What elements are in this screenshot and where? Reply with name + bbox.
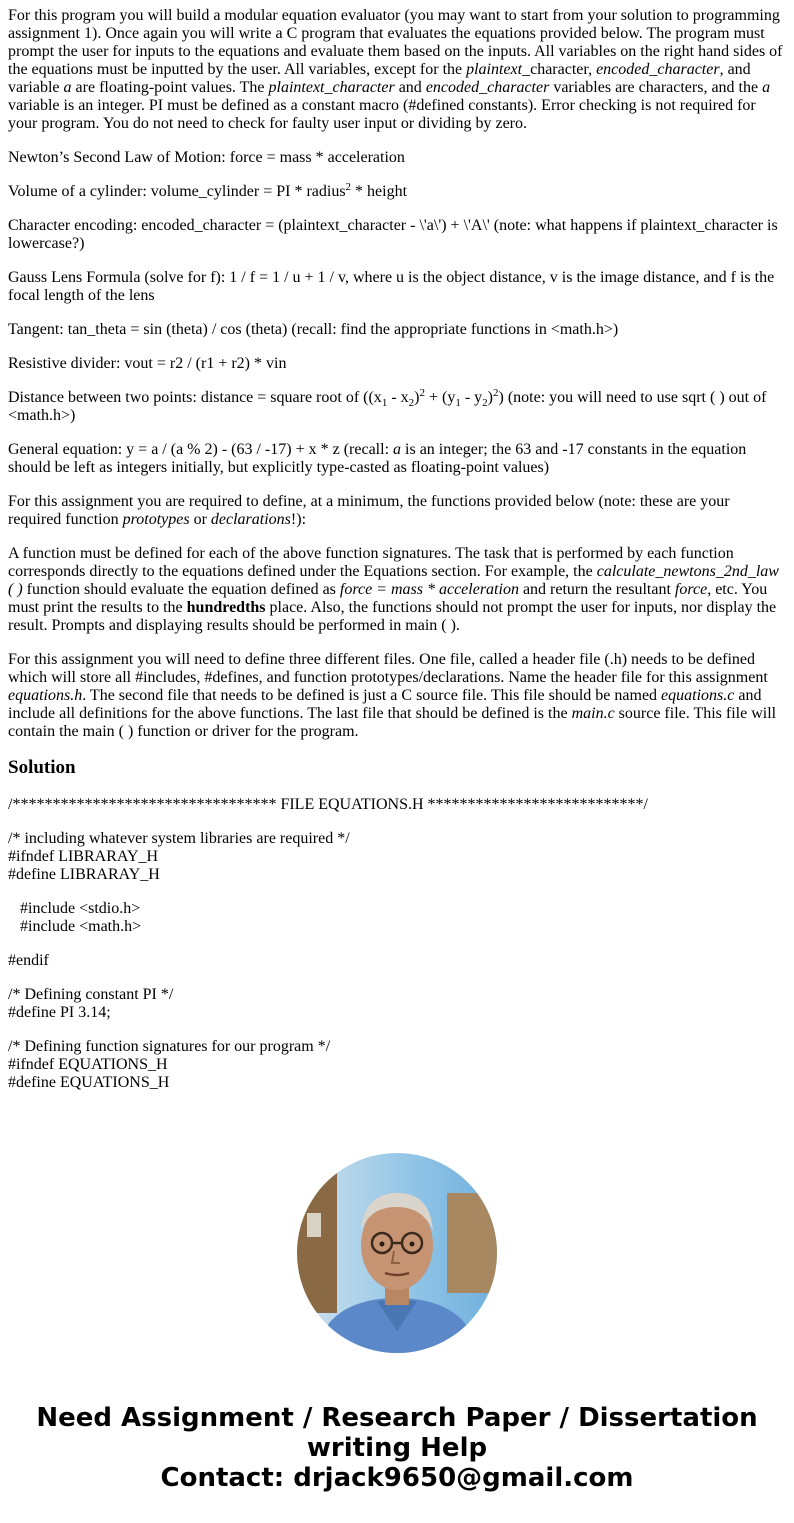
intro-paragraph bbox=[8, 7, 786, 133]
article bbox=[8, 7, 786, 1108]
banner-line: writing Help bbox=[306, 1433, 488, 1463]
eq-text: - y bbox=[460, 389, 483, 406]
assign-em: prototypes bbox=[122, 511, 190, 528]
intro-text: are floating-point values. The bbox=[71, 79, 269, 96]
function-paragraph bbox=[8, 545, 786, 635]
eq-sup: 2 bbox=[492, 387, 499, 399]
code-line: /* Defining constant PI */ bbox=[8, 986, 174, 1003]
intro-em: plaintext bbox=[466, 61, 523, 78]
equation-char-encoding: Character encoding: encoded_character = (plaintext_character - \'a\') + \'A\' (note: what happens if plaintext_character is lowercase?) bbox=[8, 217, 778, 252]
code-line: #define EQUATIONS_H bbox=[8, 1074, 170, 1091]
code-file-header: /********************************* FILE EQUATIONS.H ***************************/ bbox=[8, 796, 648, 813]
assignment-paragraph bbox=[8, 493, 786, 529]
tutor-photo bbox=[297, 1153, 497, 1353]
eq-sub: 2 bbox=[408, 397, 415, 409]
eq-sub: 1 bbox=[455, 397, 461, 409]
solution-heading: Solution bbox=[8, 757, 76, 778]
code-line: /* Defining function signatures for our program */ bbox=[8, 1038, 331, 1055]
equation-gauss: Gauss Lens Formula (solve for f): 1 / f = 1 / u + 1 / v, where u is the object distance, v is the image distance, and f is the focal length of the lens bbox=[8, 269, 775, 304]
banner-line: Need Assignment / Research Paper / Dissertation bbox=[36, 1403, 758, 1433]
code-line: #include <stdio.h> bbox=[20, 900, 141, 917]
intro-text: variable is an integer. PI must be defined as a constant macro (#defined constants). Error checking is not required for your program. You do not need to check for faulty user input or dividing by zero. bbox=[8, 97, 756, 132]
code-line: #include <math.h> bbox=[20, 918, 142, 935]
eq-text: ) bbox=[414, 389, 420, 406]
files-em: equations.h bbox=[8, 687, 83, 704]
code-block-stdlib bbox=[8, 900, 786, 936]
intro-text: and bbox=[394, 79, 426, 96]
func-em: calculate_newtons_2nd_law ( ) bbox=[8, 563, 779, 598]
intro-em: plaintext_character bbox=[268, 79, 395, 96]
help-banner bbox=[0, 1403, 794, 1493]
eq-sup: 2 bbox=[419, 387, 425, 399]
intro-em: a bbox=[63, 79, 72, 96]
eq-text: - x bbox=[387, 389, 409, 406]
equation-newton: Newton’s Second Law of Motion: force = mass * acceleration bbox=[8, 149, 405, 166]
intro-em: a bbox=[762, 79, 771, 96]
code-line: #define LIBRARAY_H bbox=[8, 866, 160, 883]
equation-resistive: Resistive divider: vout = r2 / (r1 + r2) * vin bbox=[8, 355, 287, 372]
func-em: force = mass * acceleration bbox=[339, 581, 519, 598]
files-text: For this assignment you will need to define three different files. One file, called a header file (.h) needs to be defined which will store all #includes, #defines, and function prototypes/declarations. Name the header file for this assignment bbox=[8, 651, 768, 686]
assign-text: For this assignment you are required to define, at a minimum, the functions provided below (note: these are your required function bbox=[8, 493, 730, 528]
code-block-includes bbox=[8, 830, 786, 884]
intro-text: , and variable bbox=[8, 61, 751, 96]
equation-tangent: Tangent: tan_theta = sin (theta) / cos (theta) (recall: find the appropriate functions in <math.h>) bbox=[8, 321, 619, 338]
func-text: place. Also, the functions should not prompt the user for inputs, nor display the result. Prompts and displaying results should be performed in main ( ). bbox=[8, 599, 777, 634]
eq-text: ) (note: you will need to use sqrt ( ) out of <math.h>) bbox=[8, 389, 767, 424]
eq-em: a bbox=[393, 441, 402, 458]
banner-contact: Contact: drjack9650@gmail.com bbox=[160, 1463, 634, 1493]
func-text: and return the resultant bbox=[518, 581, 675, 598]
eq-text: Distance between two points: distance = square root of ((x bbox=[8, 389, 382, 406]
code-line: #ifndef LIBRARAY_H bbox=[8, 848, 159, 865]
eq-text: * height bbox=[351, 183, 408, 200]
func-text: , etc. You must print the results to the bbox=[8, 581, 768, 616]
eq-sub: 2 bbox=[482, 397, 488, 409]
code-line: /* including whatever system libraries are required */ bbox=[8, 830, 350, 847]
equation-general bbox=[8, 441, 786, 477]
files-text: . The second file that needs to be defined is just a C source file. This file should be named bbox=[82, 687, 662, 704]
eq-text: ) bbox=[487, 389, 493, 406]
code-block-pi bbox=[8, 986, 786, 1022]
func-text: A function must be defined for each of the above function signatures. The task that is performed by each function corresponds directly to the equations defined under the Equations section. For example, the bbox=[8, 545, 734, 580]
assign-text: !): bbox=[290, 511, 307, 528]
eq-sub: 1 bbox=[381, 397, 388, 409]
files-em: main.c bbox=[571, 705, 615, 722]
solution-code bbox=[8, 796, 786, 1092]
assign-em: declarations bbox=[210, 511, 291, 528]
equation-distance bbox=[8, 389, 786, 425]
eq-text: + (y bbox=[424, 389, 456, 406]
intro-text: For this program you will build a modular equation evaluator (you may want to start from your solution to programming assignment 1). Once again you will write a C program that evaluates the equations provided below. The program must prompt the user for inputs to the equations and evaluate them based on the inputs. All variables on the right hand sides of the equations must be inputted by the user. All variables, except for the bbox=[8, 7, 783, 78]
equation-cylinder bbox=[8, 183, 786, 201]
eq-text: Volume of a cylinder: volume_cylinder = PI * radius bbox=[8, 183, 346, 200]
intro-em: encoded_character bbox=[425, 79, 550, 96]
code-line: #ifndef EQUATIONS_H bbox=[8, 1056, 168, 1073]
code-endif: #endif bbox=[8, 952, 49, 969]
intro-text: _character, bbox=[522, 61, 597, 78]
tutor-photo-image bbox=[297, 1153, 497, 1353]
eq-text: General equation: y = a / (a % 2) - (63 / -17) + x * z (recall: bbox=[8, 441, 394, 458]
eq-sup: 2 bbox=[345, 181, 352, 193]
func-text: function should evaluate the equation defined as bbox=[22, 581, 340, 598]
files-em: equations.c bbox=[661, 687, 735, 704]
files-text: source file. This file will contain the main ( ) function or driver for the program. bbox=[8, 705, 777, 740]
func-em: force bbox=[674, 581, 708, 598]
intro-text: variables are characters, and the bbox=[549, 79, 763, 96]
code-block-signatures bbox=[8, 1038, 786, 1092]
files-paragraph bbox=[8, 651, 786, 741]
intro-em: encoded_character bbox=[596, 61, 720, 78]
func-strong: hundredths bbox=[186, 599, 266, 616]
files-text: and include all definitions for the above functions. The last file that should be defined is the bbox=[8, 687, 762, 722]
assign-text: or bbox=[189, 511, 211, 528]
eq-text: is an integer; the 63 and -17 constants in the equation should be left as integers initially, but explicitly type-casted as floating-point values) bbox=[8, 441, 747, 476]
code-line: #define PI 3.14; bbox=[8, 1004, 111, 1021]
